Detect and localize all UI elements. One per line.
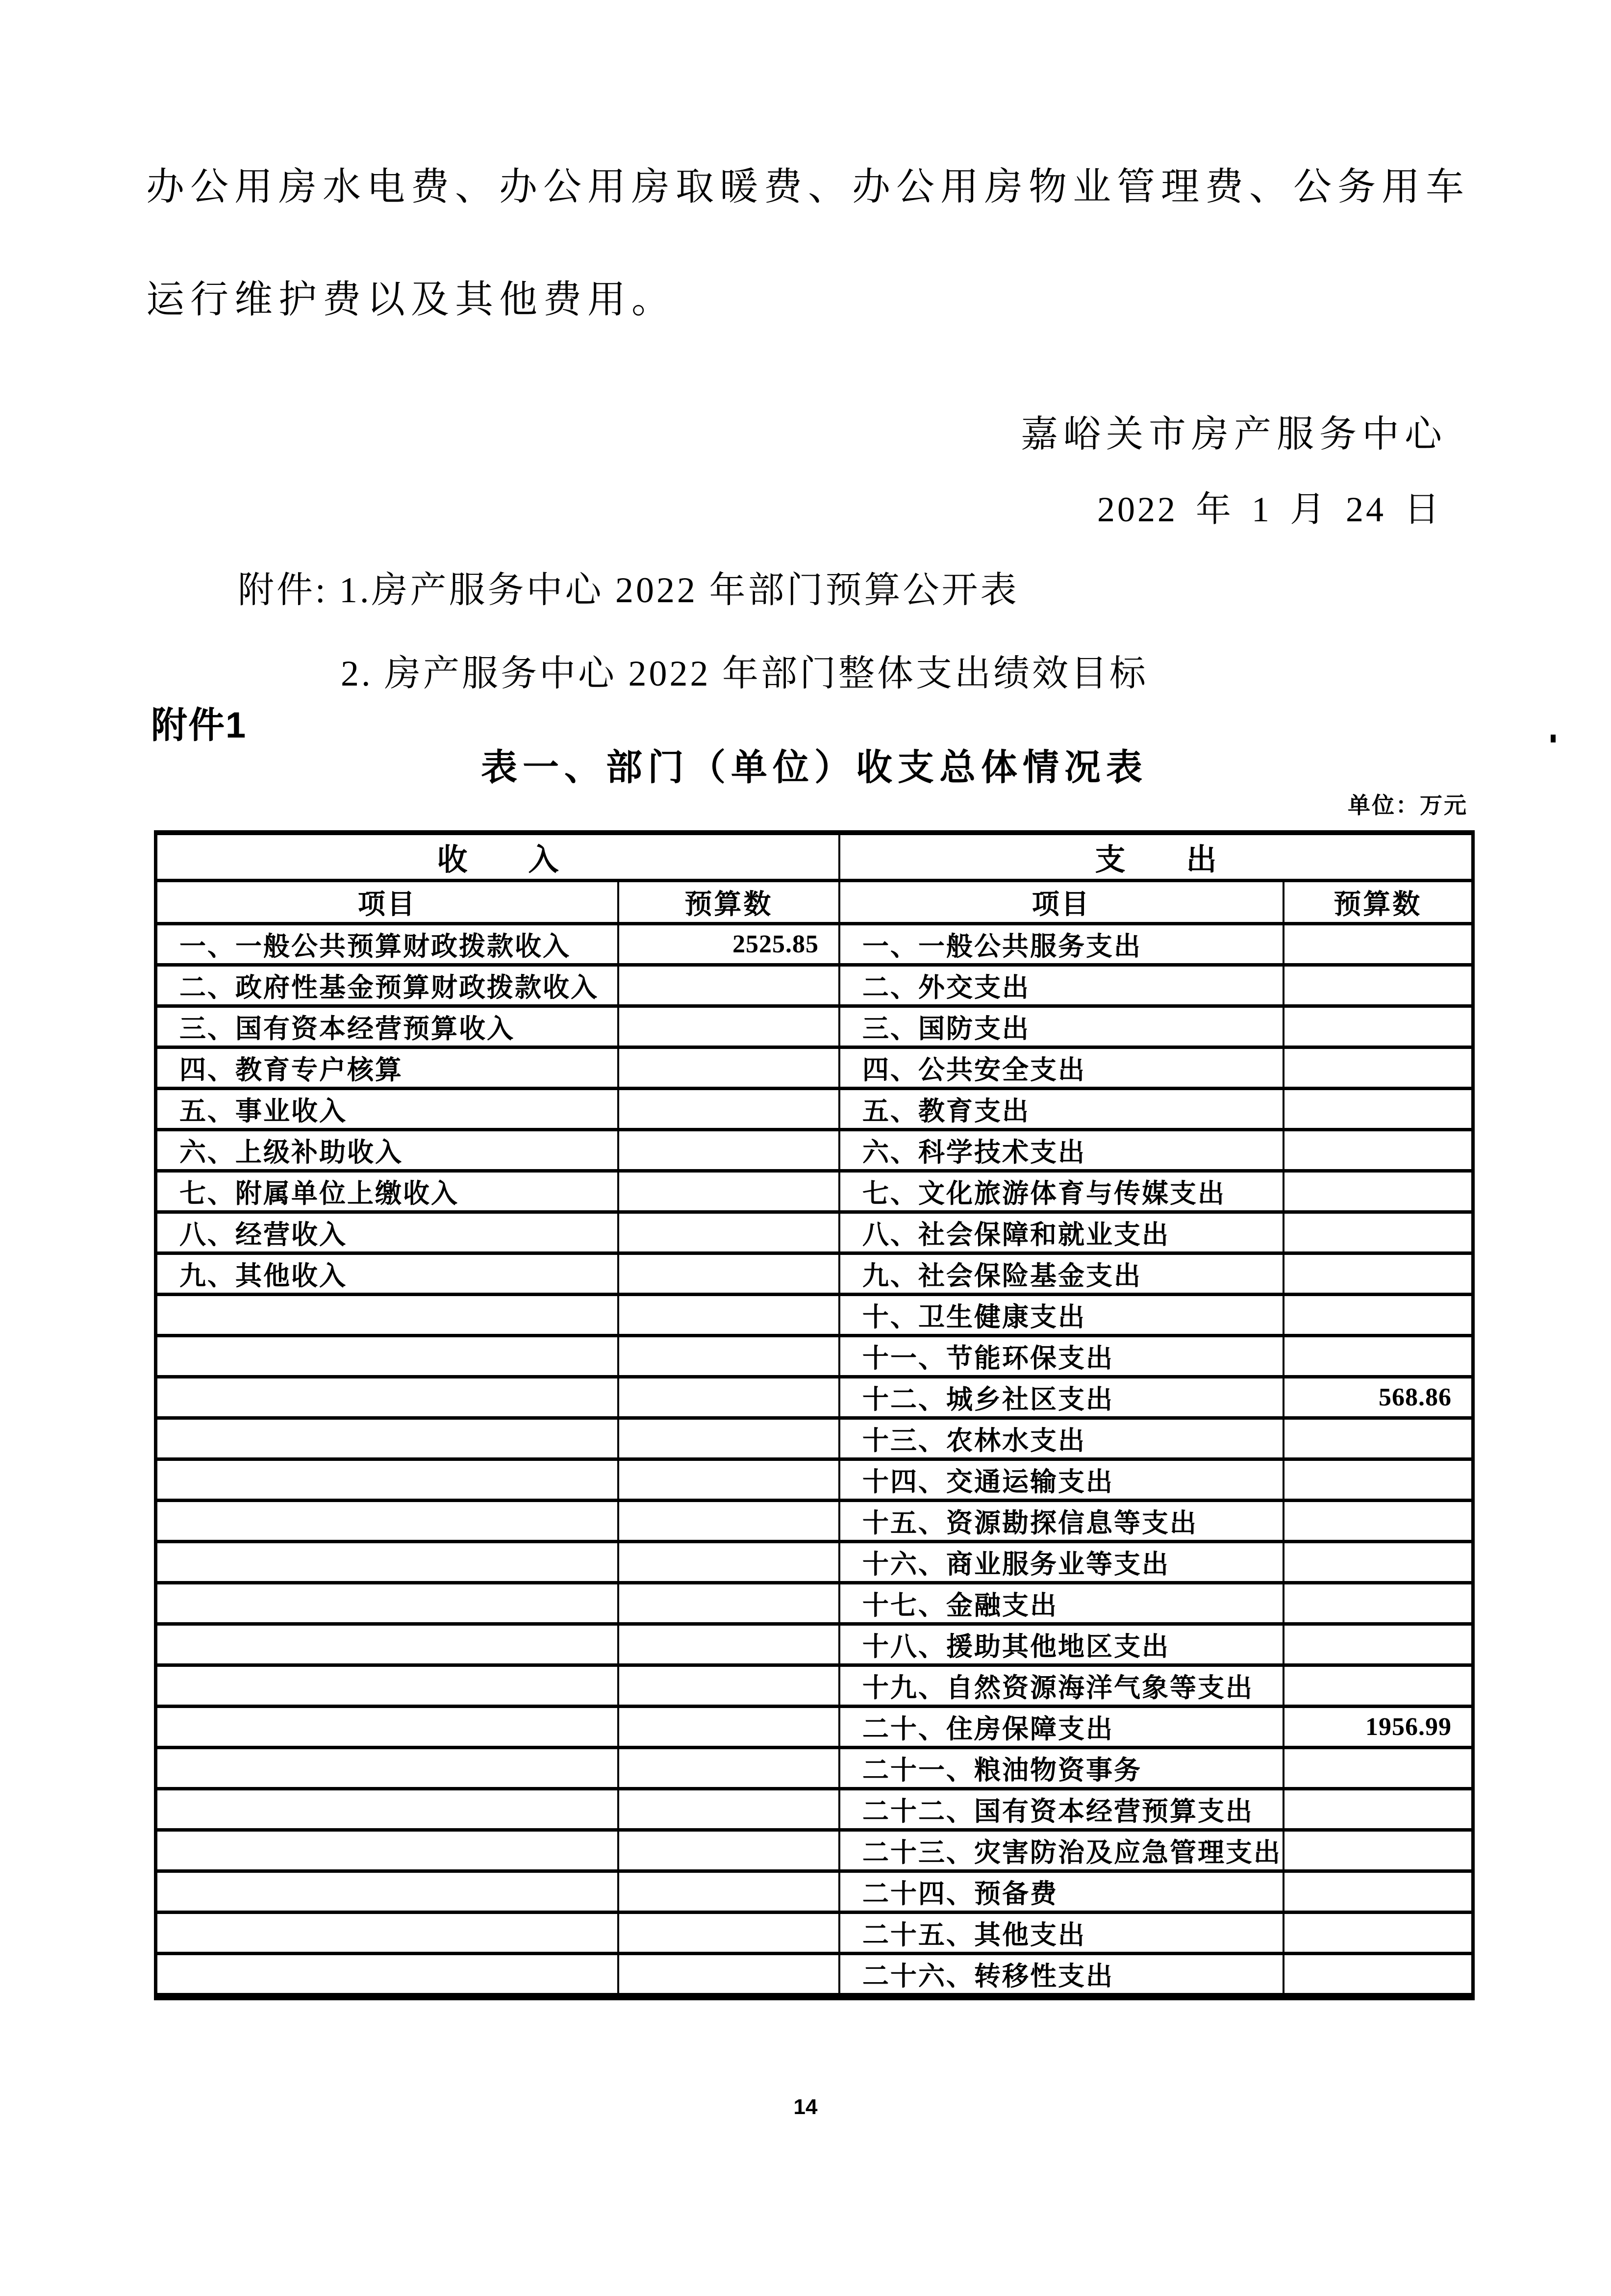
expense-item-cell: 二十五、其他支出 — [839, 1913, 1284, 1954]
expense-budget-cell — [1284, 1624, 1473, 1665]
income-budget-cell — [618, 1789, 839, 1830]
expense-item-cell: 二十、住房保障支出 — [839, 1707, 1284, 1748]
income-item-cell — [156, 1377, 618, 1418]
income-item-cell — [156, 1542, 618, 1583]
paragraph-line-1: 办公用房水电费、办公用房取暖费、办公用房物业管理费、公务用车 — [146, 165, 1470, 208]
budget-table-row — [156, 1295, 1473, 1336]
income-item-cell: 七、附属单位上缴收入 — [156, 1171, 618, 1212]
expense-item-cell: 二十一、粮油物资事务 — [839, 1748, 1284, 1789]
budget-summary-table — [154, 830, 1475, 2000]
income-item-cell — [156, 1295, 618, 1336]
income-budget-cell — [618, 1295, 839, 1336]
expense-item-cell: 三、国防支出 — [839, 1006, 1284, 1047]
expense-budget-cell — [1284, 924, 1473, 965]
expense-budget-cell — [1284, 1583, 1473, 1624]
page-number: 14 — [793, 2095, 818, 2119]
income-budget-header: 预算数 — [618, 881, 839, 924]
expense-budget-cell — [1284, 1171, 1473, 1212]
expense-item-cell: 四、公共安全支出 — [839, 1047, 1284, 1089]
income-budget-cell — [618, 1089, 839, 1130]
expense-budget-cell — [1284, 1253, 1473, 1295]
budget-table-row — [156, 1707, 1473, 1748]
budget-table-row — [156, 1336, 1473, 1377]
expense-budget-cell — [1284, 1748, 1473, 1789]
budget-table-row — [156, 1047, 1473, 1089]
budget-table-row — [156, 1583, 1473, 1624]
income-budget-cell — [618, 1253, 839, 1295]
expense-item-cell: 十九、自然资源海洋气象等支出 — [839, 1665, 1284, 1707]
expense-item-cell: 二十四、预备费 — [839, 1871, 1284, 1913]
budget-table-row — [156, 1542, 1473, 1583]
table-column-header-row — [156, 881, 1473, 924]
expense-budget-cell — [1284, 1212, 1473, 1253]
table-title: 表一、部门（单位）收支总体情况表 — [481, 747, 1148, 788]
expense-budget-cell — [1284, 1418, 1473, 1459]
budget-table-row — [156, 965, 1473, 1006]
expense-budget-cell — [1284, 1542, 1473, 1583]
expense-budget-cell — [1284, 1089, 1473, 1130]
expense-item-cell: 二、外交支出 — [839, 965, 1284, 1006]
income-budget-cell — [618, 1665, 839, 1707]
income-budget-cell — [618, 1171, 839, 1212]
attachment-list-line-2: 2. 房产服务中心 2022 年部门整体支出绩效目标 — [341, 654, 1148, 694]
income-item-cell: 九、其他收入 — [156, 1253, 618, 1295]
income-budget-cell — [618, 1006, 839, 1047]
expense-budget-cell — [1284, 1871, 1473, 1913]
income-item-cell — [156, 1748, 618, 1789]
budget-table-row — [156, 1459, 1473, 1501]
expense-item-cell: 十五、资源勘探信息等支出 — [839, 1501, 1284, 1542]
budget-table-row — [156, 1665, 1473, 1707]
expense-item-cell: 十三、农林水支出 — [839, 1418, 1284, 1459]
income-item-cell — [156, 1954, 618, 1997]
income-budget-cell — [618, 1542, 839, 1583]
income-budget-cell — [618, 1624, 839, 1665]
income-item-cell — [156, 1665, 618, 1707]
expense-budget-cell — [1284, 1006, 1473, 1047]
expense-item-cell: 十四、交通运输支出 — [839, 1459, 1284, 1501]
expense-item-cell: 十、卫生健康支出 — [839, 1295, 1284, 1336]
income-item-cell: 四、教育专户核算 — [156, 1047, 618, 1089]
expense-budget-cell — [1284, 1913, 1473, 1954]
expense-budget-cell — [1284, 1830, 1473, 1871]
income-budget-cell — [618, 1459, 839, 1501]
expense-item-cell: 十八、援助其他地区支出 — [839, 1624, 1284, 1665]
budget-table-row — [156, 1377, 1473, 1418]
income-item-header: 项目 — [156, 881, 618, 924]
expense-item-cell: 二十三、灾害防治及应急管理支出 — [839, 1830, 1284, 1871]
expense-item-header: 项目 — [839, 881, 1284, 924]
paragraph-line-2: 运行维护费以及其他费用。 — [146, 278, 676, 321]
expense-budget-cell — [1284, 965, 1473, 1006]
income-budget-cell — [618, 1583, 839, 1624]
expense-item-cell: 九、社会保险基金支出 — [839, 1253, 1284, 1295]
budget-table-row — [156, 1253, 1473, 1295]
income-item-cell — [156, 1707, 618, 1748]
income-budget-cell — [618, 1707, 839, 1748]
income-item-cell — [156, 1583, 618, 1624]
expense-budget-cell — [1284, 1295, 1473, 1336]
income-item-cell — [156, 1336, 618, 1377]
budget-table-row — [156, 1624, 1473, 1665]
income-item-cell: 六、上级补助收入 — [156, 1130, 618, 1171]
signature-org-name: 嘉峪关市房产服务中心 — [1021, 414, 1447, 455]
expense-budget-cell — [1284, 1130, 1473, 1171]
expense-budget-cell — [1284, 1459, 1473, 1501]
expense-item-cell: 六、科学技术支出 — [839, 1130, 1284, 1171]
income-item-cell: 二、政府性基金预算财政拨款收入 — [156, 965, 618, 1006]
income-budget-cell — [618, 1377, 839, 1418]
income-item-cell: 一、一般公共预算财政拨款收入 — [156, 924, 618, 965]
expense-budget-cell: 1956.99 — [1284, 1707, 1473, 1748]
expense-group-header: 支 出 — [839, 833, 1473, 881]
income-item-cell — [156, 1913, 618, 1954]
income-budget-cell — [618, 1830, 839, 1871]
scan-artifact-dot — [1551, 735, 1556, 742]
income-budget-cell — [618, 1047, 839, 1089]
annex-1-label: 附件1 — [151, 705, 247, 745]
income-item-cell — [156, 1624, 618, 1665]
budget-table-row — [156, 1089, 1473, 1130]
signature-date: 2022 年 1 月 24 日 — [1097, 490, 1442, 529]
expense-item-cell: 十六、商业服务业等支出 — [839, 1542, 1284, 1583]
income-budget-cell: 2525.85 — [618, 924, 839, 965]
income-budget-cell — [618, 965, 839, 1006]
expense-budget-cell — [1284, 1501, 1473, 1542]
income-budget-cell — [618, 1130, 839, 1171]
expense-budget-cell: 568.86 — [1284, 1377, 1473, 1418]
expense-item-cell: 二十二、国有资本经营预算支出 — [839, 1789, 1284, 1830]
expense-budget-cell — [1284, 1789, 1473, 1830]
income-item-cell — [156, 1501, 618, 1542]
expense-budget-cell — [1284, 1047, 1473, 1089]
expense-budget-header: 预算数 — [1284, 881, 1473, 924]
budget-table-row — [156, 924, 1473, 965]
budget-table-row — [156, 1748, 1473, 1789]
income-budget-cell — [618, 1336, 839, 1377]
budget-table-row — [156, 1171, 1473, 1212]
income-budget-cell — [618, 1954, 839, 1997]
budget-table-row — [156, 1954, 1473, 1997]
income-item-cell: 三、国有资本经营预算收入 — [156, 1006, 618, 1047]
table-group-header-row — [156, 833, 1473, 881]
income-budget-cell — [618, 1418, 839, 1459]
expense-item-cell: 十七、金融支出 — [839, 1583, 1284, 1624]
expense-item-cell: 十二、城乡社区支出 — [839, 1377, 1284, 1418]
budget-table-row — [156, 1789, 1473, 1830]
income-item-cell — [156, 1418, 618, 1459]
income-budget-cell — [618, 1871, 839, 1913]
income-item-cell — [156, 1459, 618, 1501]
income-item-cell: 八、经营收入 — [156, 1212, 618, 1253]
income-budget-cell — [618, 1501, 839, 1542]
income-budget-cell — [618, 1748, 839, 1789]
budget-table-row — [156, 1006, 1473, 1047]
budget-table-row — [156, 1130, 1473, 1171]
income-group-header: 收 入 — [156, 833, 840, 881]
expense-item-cell: 七、文化旅游体育与传媒支出 — [839, 1171, 1284, 1212]
income-item-cell — [156, 1830, 618, 1871]
income-item-cell — [156, 1871, 618, 1913]
budget-table-row — [156, 1212, 1473, 1253]
income-item-cell: 五、事业收入 — [156, 1089, 618, 1130]
budget-table-row — [156, 1501, 1473, 1542]
expense-item-cell: 二十六、转移性支出 — [839, 1954, 1284, 1997]
budget-table-row — [156, 1871, 1473, 1913]
unit-note: 单位：万元 — [1348, 793, 1468, 818]
expense-item-cell: 五、教育支出 — [839, 1089, 1284, 1130]
budget-table-row — [156, 1830, 1473, 1871]
expense-item-cell: 八、社会保障和就业支出 — [839, 1212, 1284, 1253]
income-budget-cell — [618, 1913, 839, 1954]
expense-budget-cell — [1284, 1336, 1473, 1377]
table-body — [156, 924, 1473, 1997]
expense-item-cell: 一、一般公共服务支出 — [839, 924, 1284, 965]
income-budget-cell — [618, 1212, 839, 1253]
expense-budget-cell — [1284, 1665, 1473, 1707]
budget-table-row — [156, 1418, 1473, 1459]
expense-item-cell: 十一、节能环保支出 — [839, 1336, 1284, 1377]
expense-budget-cell — [1284, 1954, 1473, 1997]
budget-table-row — [156, 1913, 1473, 1954]
income-item-cell — [156, 1789, 618, 1830]
attachment-list-line-1: 附件: 1.房产服务中心 2022 年部门预算公开表 — [238, 570, 1019, 611]
